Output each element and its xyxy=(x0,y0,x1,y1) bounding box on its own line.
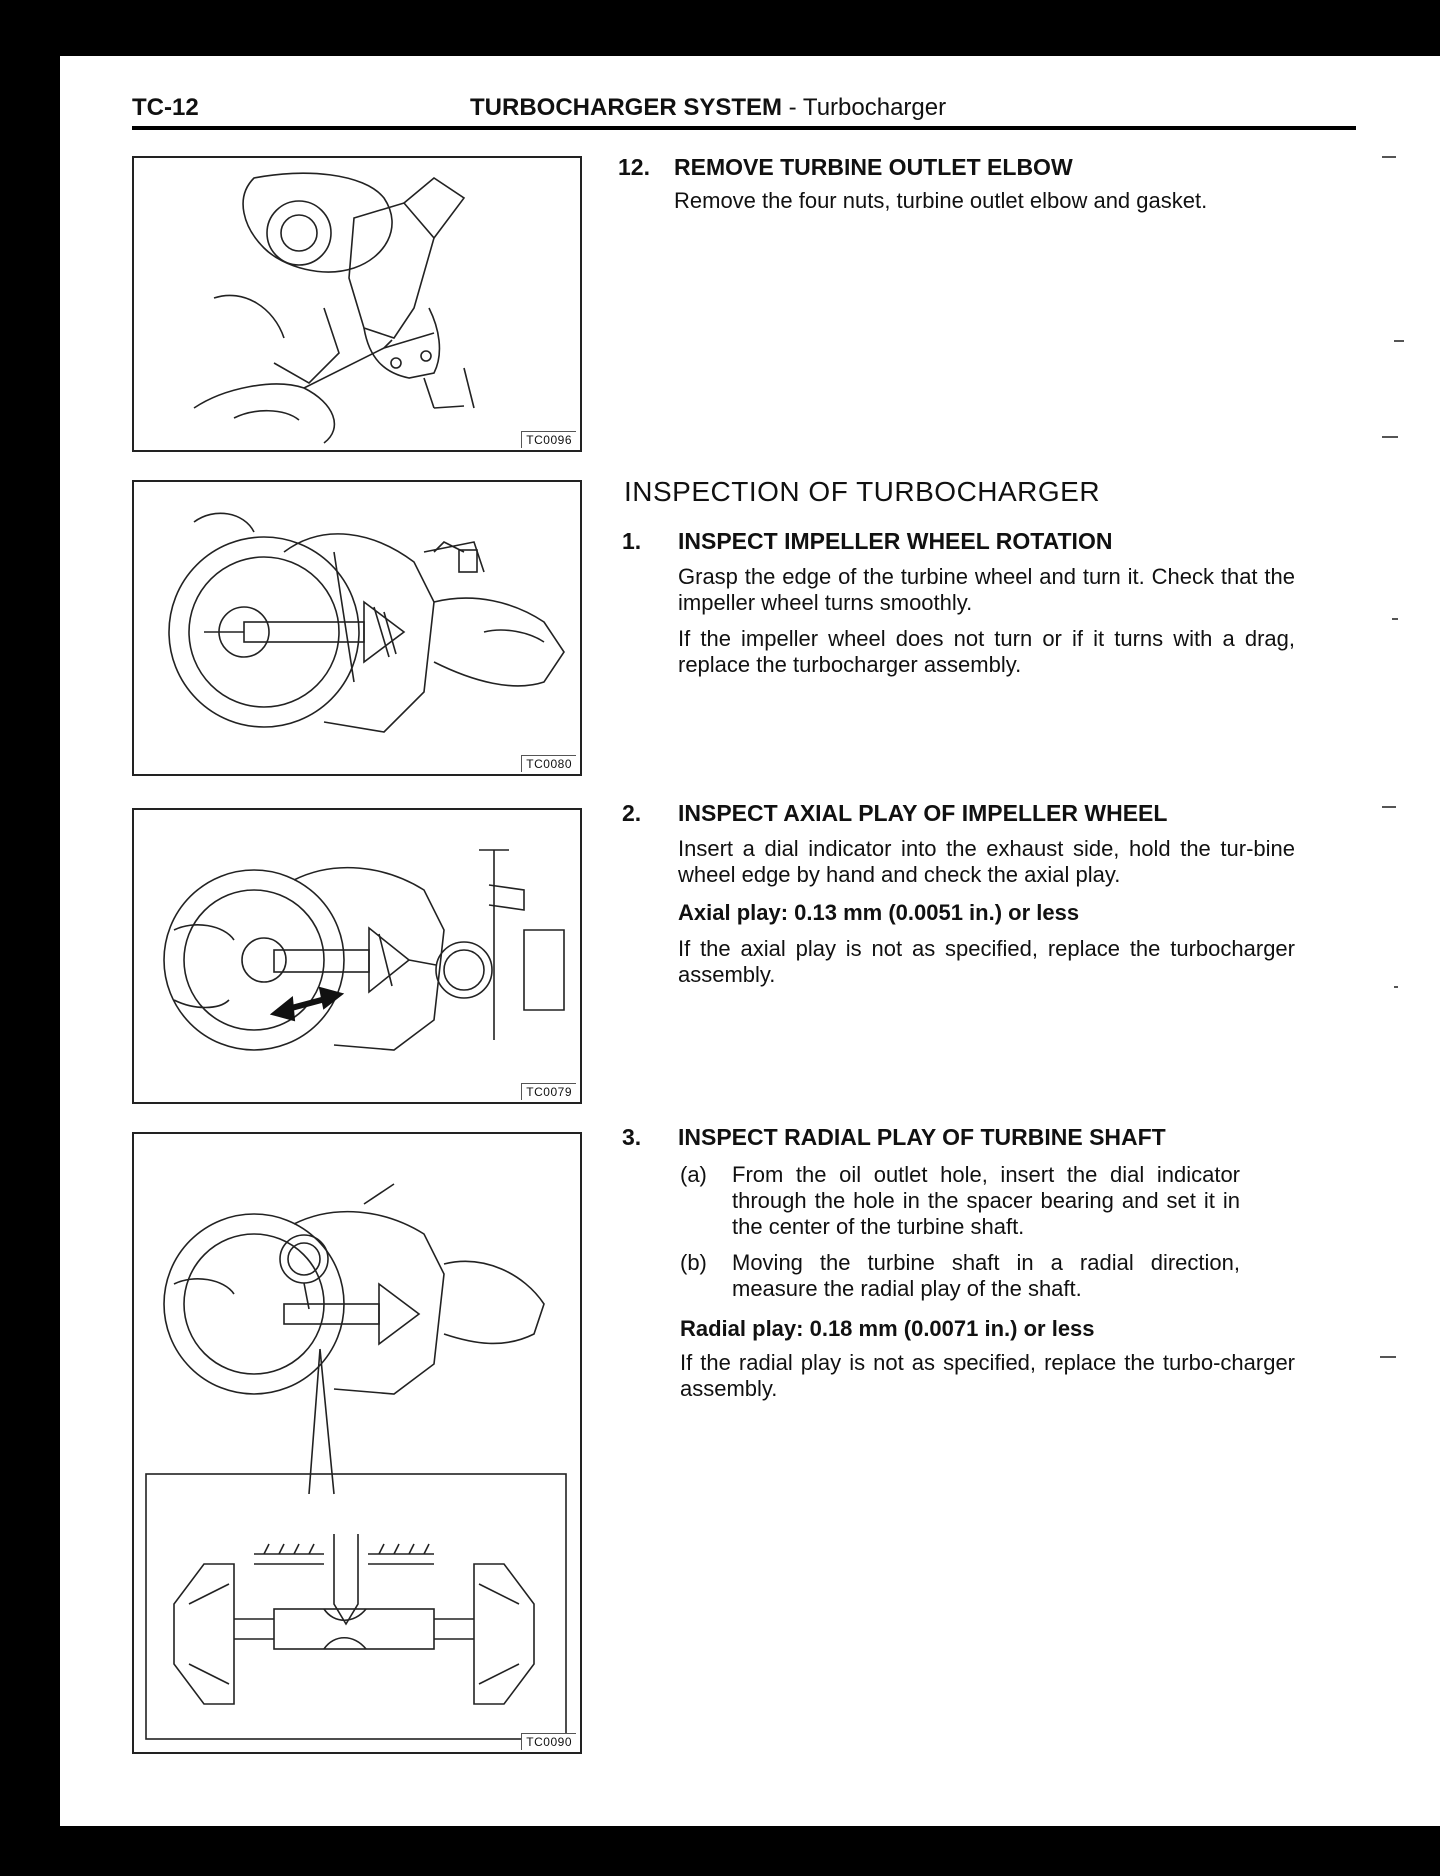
step-12-heading xyxy=(618,154,1318,184)
figure-axial-play xyxy=(132,808,582,1104)
step-number: 1. xyxy=(622,528,642,554)
step-number: 2. xyxy=(622,800,642,826)
header-title xyxy=(470,94,946,122)
step-title: INSPECT AXIAL PLAY OF IMPELLER WHEEL xyxy=(678,800,1168,826)
radial-play-illustration xyxy=(134,1134,580,1752)
axial-play-illustration xyxy=(134,810,580,1102)
step-2-text-1: Insert a dial indicator into the exhaust side, hold the tur-bine wheel edge by hand and check the axial play. xyxy=(678,836,1295,887)
step-2-heading xyxy=(622,800,1322,830)
figure-code: TC0079 xyxy=(521,1083,576,1100)
page-header xyxy=(132,94,1356,128)
header-subsection: Turbocharger xyxy=(802,94,947,121)
section-title: INSPECTION OF TURBOCHARGER xyxy=(624,476,1101,507)
sub-text: Moving the turbine shaft in a radial direction, measure the radial play of the shaft. xyxy=(732,1250,1240,1301)
impeller-rotation-illustration xyxy=(134,482,580,774)
step-3-heading xyxy=(622,1124,1322,1154)
figure-code: TC0096 xyxy=(521,431,576,448)
sub-label: (b) xyxy=(680,1250,707,1275)
step-title: INSPECT RADIAL PLAY OF TURBINE SHAFT xyxy=(678,1124,1166,1150)
step-title: REMOVE TURBINE OUTLET ELBOW xyxy=(674,154,1073,180)
step-3-sub-a xyxy=(680,1162,1300,1242)
step-3-sub-b xyxy=(680,1250,1300,1306)
step-1-heading xyxy=(622,528,1322,558)
sub-label: (a) xyxy=(680,1162,707,1187)
step-2-text-2: If the axial play is not as specified, replace the turbocharger assembly. xyxy=(678,936,1295,987)
header-section: TURBOCHARGER SYSTEM xyxy=(470,94,783,121)
scan-mark xyxy=(1394,986,1398,988)
outlet-elbow-illustration xyxy=(134,158,580,450)
step-1-text-2: If the impeller wheel does not turn or if it turns with a drag, replace the turbocharger assembly. xyxy=(678,626,1295,677)
radial-play-spec: Radial play: 0.18 mm (0.0071 in.) or less xyxy=(680,1316,1095,1341)
scan-mark xyxy=(1382,806,1396,808)
sub-text: From the oil outlet hole, insert the dial indicator through the hole in the spacer bearing and set it in the center of the turbine shaft. xyxy=(732,1162,1240,1239)
scan-mark xyxy=(1394,340,1404,342)
scan-mark xyxy=(1382,156,1396,158)
step-number: 12. xyxy=(618,154,650,180)
figure-impeller-rotation xyxy=(132,480,582,776)
scan-mark xyxy=(1380,1356,1396,1358)
step-number: 3. xyxy=(622,1124,642,1150)
figure-remove-outlet-elbow xyxy=(132,156,582,452)
scan-mark xyxy=(1382,436,1398,438)
scan-mark xyxy=(1392,618,1398,620)
step-12-text: Remove the four nuts, turbine outlet elbow and gasket. xyxy=(674,188,1208,213)
step-1-text-1: Grasp the edge of the turbine wheel and turn it. Check that the impeller wheel turns smoothly. xyxy=(678,564,1295,615)
step-3-text-2: If the radial play is not as specified, replace the turbo-charger assembly. xyxy=(680,1350,1295,1401)
manual-page xyxy=(60,56,1440,1826)
header-separator: - xyxy=(782,94,803,121)
figure-code: TC0090 xyxy=(521,1733,576,1750)
step-title: INSPECT IMPELLER WHEEL ROTATION xyxy=(678,528,1113,554)
figure-code: TC0080 xyxy=(521,755,576,772)
figure-radial-play xyxy=(132,1132,582,1754)
page-number: TC-12 xyxy=(132,94,199,121)
axial-play-spec: Axial play: 0.13 mm (0.0051 in.) or less xyxy=(678,900,1080,925)
header-rule xyxy=(132,126,1356,130)
